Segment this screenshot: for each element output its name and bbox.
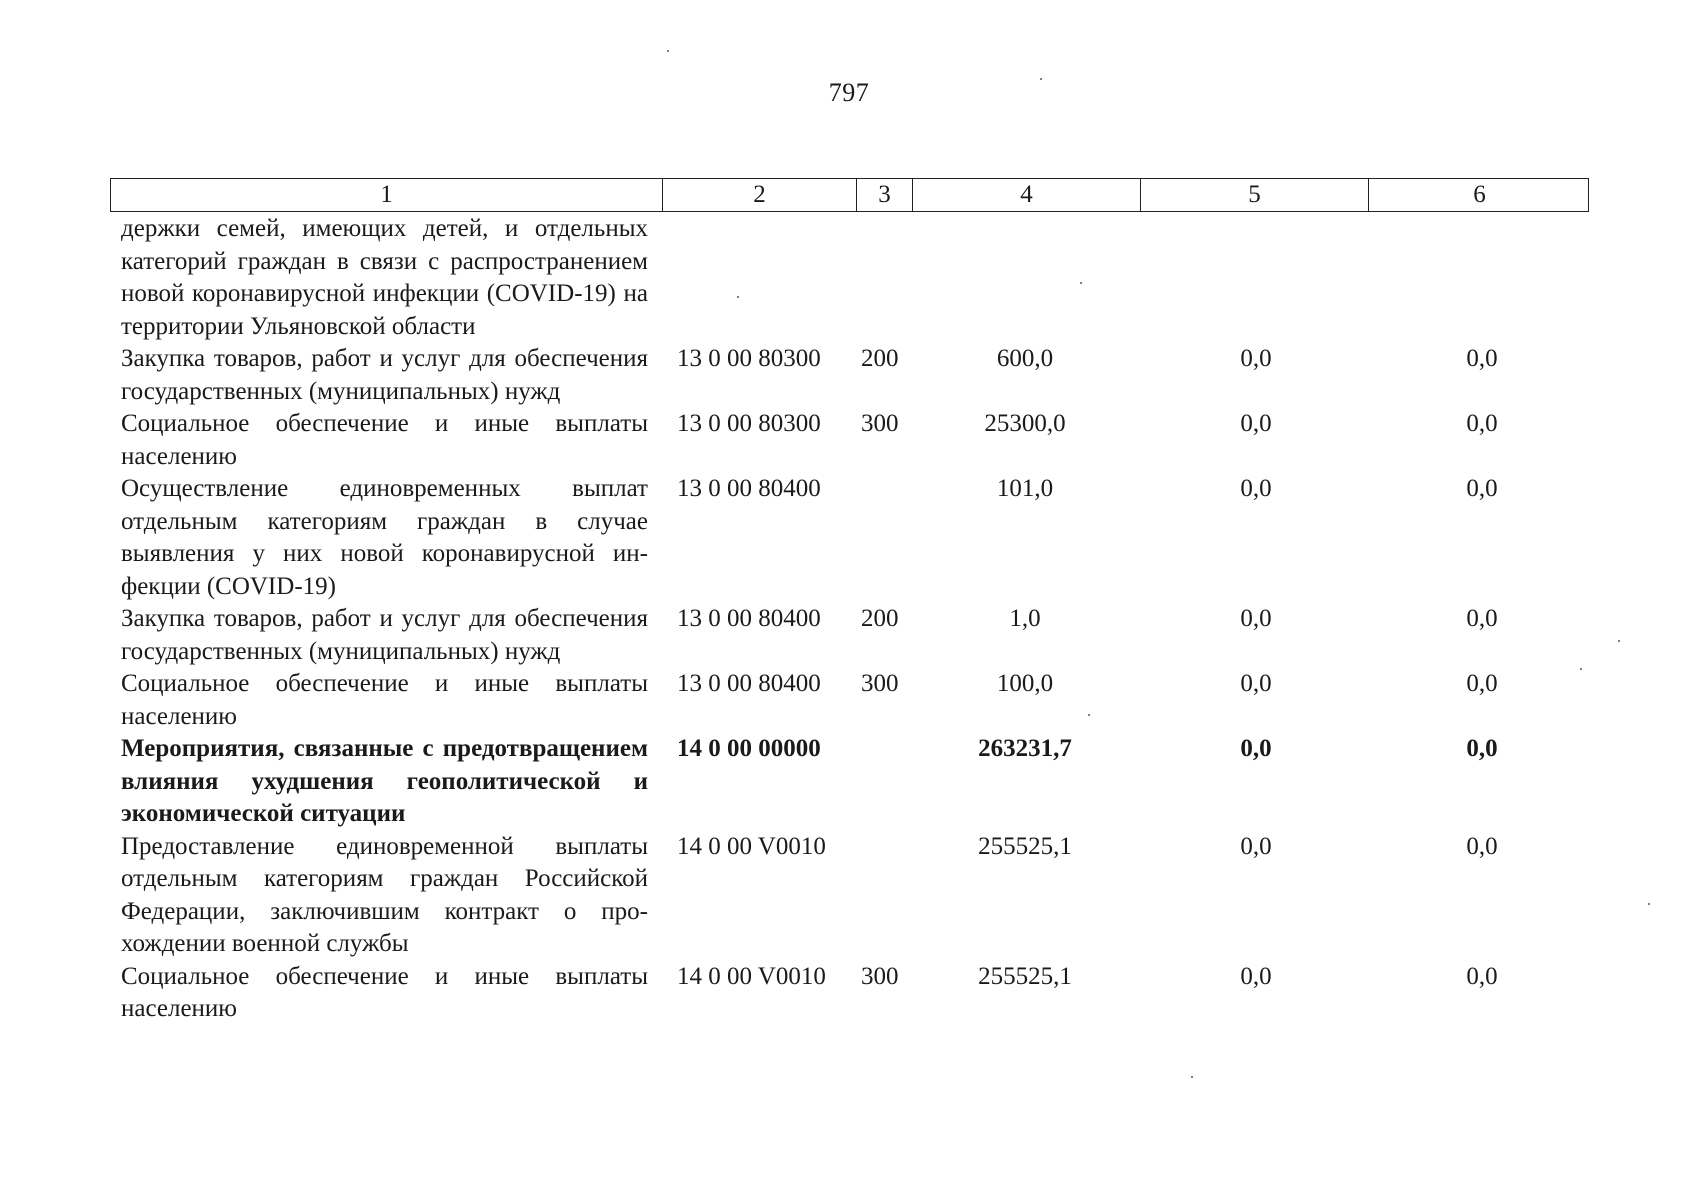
row-value-6: 0,0	[1466, 605, 1498, 632]
row-value-4: 263231,7	[978, 735, 1072, 762]
row-code: 14 0 00 V0010	[677, 832, 826, 860]
table-row	[110, 831, 1589, 961]
row-description: Мероприятия, связанные с предотвращением влияния ухудшения геополитической и экономической ситуации	[121, 735, 648, 827]
row-value-5: 0,0	[1240, 605, 1272, 632]
row-description: Социальное обеспечение и иные выплаты населению	[121, 962, 648, 1022]
scan-speck	[737, 296, 739, 298]
row-description: Предоставление единовременной выплаты отдельным категориям граждан Российской Федерации, заключившим контракт о прохождении военной службы	[121, 832, 648, 957]
row-value-5: 0,0	[1240, 670, 1272, 697]
row-description: держки семей, имеющих детей, и отдельных категорий граждан в связи с распространением новой коронавирусной инфекции (COVID-19) на территории Ульяновской области	[121, 215, 648, 340]
row-code: 13 0 00 80400	[677, 475, 821, 502]
table-row	[110, 408, 1589, 473]
row-value-4: 101,0	[996, 475, 1054, 502]
table-column-header	[110, 178, 1589, 212]
column-header-2: 2	[662, 179, 856, 211]
scan-speck	[1648, 903, 1650, 905]
row-value-5: 0,0	[1240, 475, 1272, 502]
row-description: Закупка товаров, работ и услуг для обеспечения государственных (муниципальных) нужд	[121, 345, 648, 405]
column-header-5: 5	[1140, 179, 1368, 211]
row-value-6: 0,0	[1466, 345, 1498, 372]
row-code: 14 0 00 V0010	[677, 962, 826, 990]
column-header-3: 3	[856, 179, 912, 211]
table-row-section	[110, 733, 1589, 831]
budget-table	[110, 213, 1589, 1026]
row-expense-type: 300	[861, 962, 899, 990]
row-expense-type	[855, 733, 911, 831]
page-number: 797	[828, 78, 870, 107]
row-value-5: 0,0	[1240, 345, 1272, 372]
row-value-4: 600,0	[996, 345, 1054, 372]
row-value-4	[911, 213, 1139, 343]
column-header-1: 1	[380, 181, 393, 208]
row-code	[661, 213, 855, 343]
row-value-6: 0,0	[1466, 670, 1498, 697]
row-value-6: 0,0	[1466, 475, 1498, 502]
row-value-5: 0,0	[1240, 832, 1272, 860]
row-value-6: 0,0	[1466, 735, 1498, 762]
row-code: 14 0 00 00000	[677, 735, 821, 762]
row-value-6: 0,0	[1466, 410, 1498, 437]
row-value-4: 1,0	[1009, 605, 1041, 632]
row-expense-type	[855, 213, 911, 343]
row-expense-type	[855, 473, 911, 603]
row-value-6: 0,0	[1466, 962, 1498, 990]
row-value-4: 25300,0	[984, 410, 1066, 437]
scan-speck	[1080, 282, 1082, 284]
row-expense-type: 300	[861, 410, 899, 437]
row-value-4: 255525,1	[978, 832, 1072, 860]
row-expense-type: 300	[861, 670, 899, 697]
row-description: Социальное обеспечение и иные выплаты населению	[121, 670, 648, 730]
scan-speck	[1040, 78, 1042, 80]
column-header-6: 6	[1368, 179, 1590, 211]
row-description: Закупка товаров, работ и услуг для обеспечения государственных (муниципальных) нужд	[121, 605, 648, 665]
row-value-4: 100,0	[996, 670, 1054, 697]
table-row	[110, 473, 1589, 603]
table-row	[110, 603, 1589, 668]
row-value-5: 0,0	[1240, 735, 1272, 762]
row-value-5	[1139, 213, 1367, 343]
row-expense-type	[855, 831, 911, 961]
row-value-4: 255525,1	[978, 962, 1072, 990]
row-expense-type: 200	[861, 605, 899, 632]
row-value-5: 0,0	[1240, 962, 1272, 990]
table-row	[110, 961, 1589, 1026]
row-description: Социальное обеспечение и иные выплаты населению	[121, 410, 648, 470]
table-row	[110, 668, 1589, 733]
scan-speck	[1580, 668, 1582, 670]
row-code: 13 0 00 80300	[677, 410, 821, 437]
row-expense-type: 200	[861, 345, 899, 372]
row-value-6: 0,0	[1466, 832, 1498, 860]
scan-speck	[1618, 640, 1620, 642]
scan-speck	[1088, 714, 1090, 716]
column-header-4: 4	[912, 179, 1140, 211]
row-code: 13 0 00 80400	[677, 605, 821, 632]
table-row	[110, 343, 1589, 408]
row-code: 13 0 00 80400	[677, 670, 821, 697]
scan-speck	[1191, 1076, 1193, 1078]
table-row	[110, 213, 1589, 343]
row-value-5: 0,0	[1240, 410, 1272, 437]
row-code: 13 0 00 80300	[677, 345, 821, 372]
scan-speck	[667, 50, 669, 52]
row-value-6	[1367, 213, 1589, 343]
row-description: Осуществление единовременных выплат отдельным категориям граждан в случае выявления у них новой коронавирусной инфекции (COVID-19)	[121, 475, 648, 600]
